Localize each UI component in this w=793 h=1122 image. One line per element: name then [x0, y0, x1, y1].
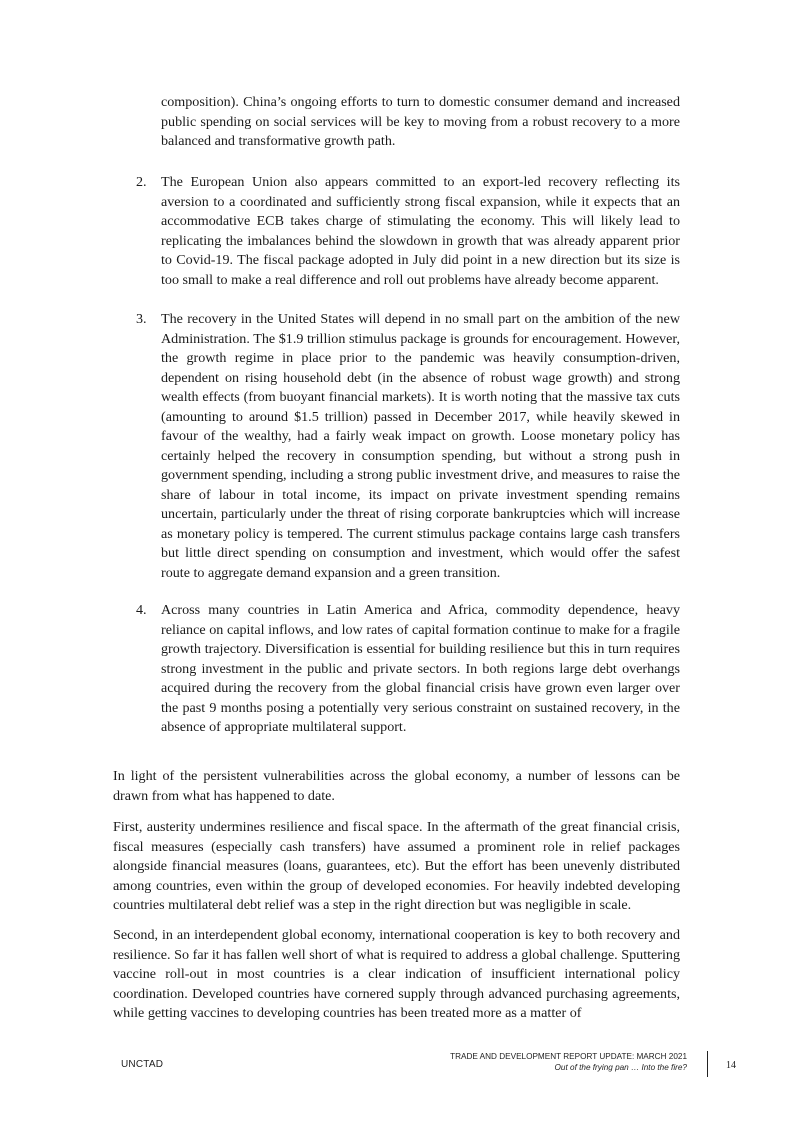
page-number: 14 — [726, 1060, 736, 1071]
continuation-paragraph: composition). China’s ongoing efforts to turn to domestic consumer demand and increased public spending on social services will be key to moving from a robust recovery to a more balanced and transformative growth path. — [161, 94, 680, 149]
list-item-4 — [136, 601, 680, 738]
footer-divider — [707, 1051, 708, 1077]
list-item-2 — [136, 173, 680, 290]
footer-organization: UNCTAD — [121, 1059, 164, 1070]
body-paragraph-austerity: First, austerity undermines resilience and fiscal space. In the aftermath of the great financial crisis, fiscal measures (especially cash transfers) have assumed a prominent role in relief packages alongside financial measures (loans, guarantees, etc). But the effort has been unevenly distributed among countries, even within the group of developed economies. For heavily indebted developing countries multilateral debt relief was a step in the right direction but was negligible in scale. — [113, 819, 680, 913]
list-item-number: 4. — [136, 602, 147, 618]
list-item-text: The recovery in the United States will depend in no small part on the ambition of the new Administration. The $1.9 trillion stimulus package is grounds for encouragement. However, the growth regime in place prior to the pandemic was heavily consumption-driven, dependent on rising household debt (in the absence of robust wage growth) and strong wealth effects (from buoyant financial markets). It is worth noting that the massive tax cuts (amounting to around $1.5 trillion) passed in December 2017, while heavily skewed in favour of the wealthy, had a fairly weak impact on growth. Loose monetary policy has certainly helped the recovery in consumption spending, but without a strong push in government spending, including a strong public investment drive, and measures to raise the share of labour in total income, its impact on private investment spending remains uncertain, particularly under the threat of rising corporate bankruptcies which will increase as monetary policy is tempered. The current stimulus package contains large cash transfers but little direct spending on consumption and investment, which would offer the safest route to aggregate demand expansion and a green transition. — [161, 311, 680, 581]
footer-report-subtitle: Out of the frying pan … Into the fire? — [554, 1063, 687, 1072]
list-item-number: 3. — [136, 311, 147, 327]
footer-report-title: TRADE AND DEVELOPMENT REPORT UPDATE: MARCH 2021 — [450, 1052, 687, 1061]
list-item-text: The European Union also appears committed to an export-led recovery reflecting its aversion to a coordinated and sufficiently strong fiscal expansion, while it expects that an accommodative ECB takes charge of stimulating the economy. This will likely lead to replicating the imbalances behind the slowdown in growth that was already apparent prior to Covid-19. The fiscal package adopted in July did point in a new direction but its size is too small to make a real difference and roll out problems have already become apparent. — [161, 174, 680, 288]
body-paragraph-cooperation: Second, in an interdependent global economy, international cooperation is key to both recovery and resilience. So far it has fallen well short of what is required to address a global challenge. Sputtering vaccine roll-out in most countries is a clear indication of insufficient international policy coordination. Developed countries have cornered supply through advanced purchasing agreements, while getting vaccines to developing countries has been treated more as a matter of — [113, 927, 680, 1021]
list-item-number: 2. — [136, 174, 147, 190]
list-item-3 — [136, 310, 680, 583]
body-paragraph-lessons-intro: In light of the persistent vulnerabilities across the global economy, a number of lessons can be drawn from what has happened to date. — [113, 768, 680, 804]
list-item-text: Across many countries in Latin America and Africa, commodity dependence, heavy reliance on capital inflows, and low rates of capital formation continue to make for a fragile growth trajectory. Diversification is essential for building resilience but this in turn requires strong investment in the public and private sectors. In both regions large debt overhangs acquired during the recovery from the global financial crisis have grown even larger over the past 9 months posing a potentially very serious constraint on sustained recovery, in the absence of appropriate multilateral support. — [161, 602, 680, 735]
footer-report-info — [450, 1051, 687, 1073]
